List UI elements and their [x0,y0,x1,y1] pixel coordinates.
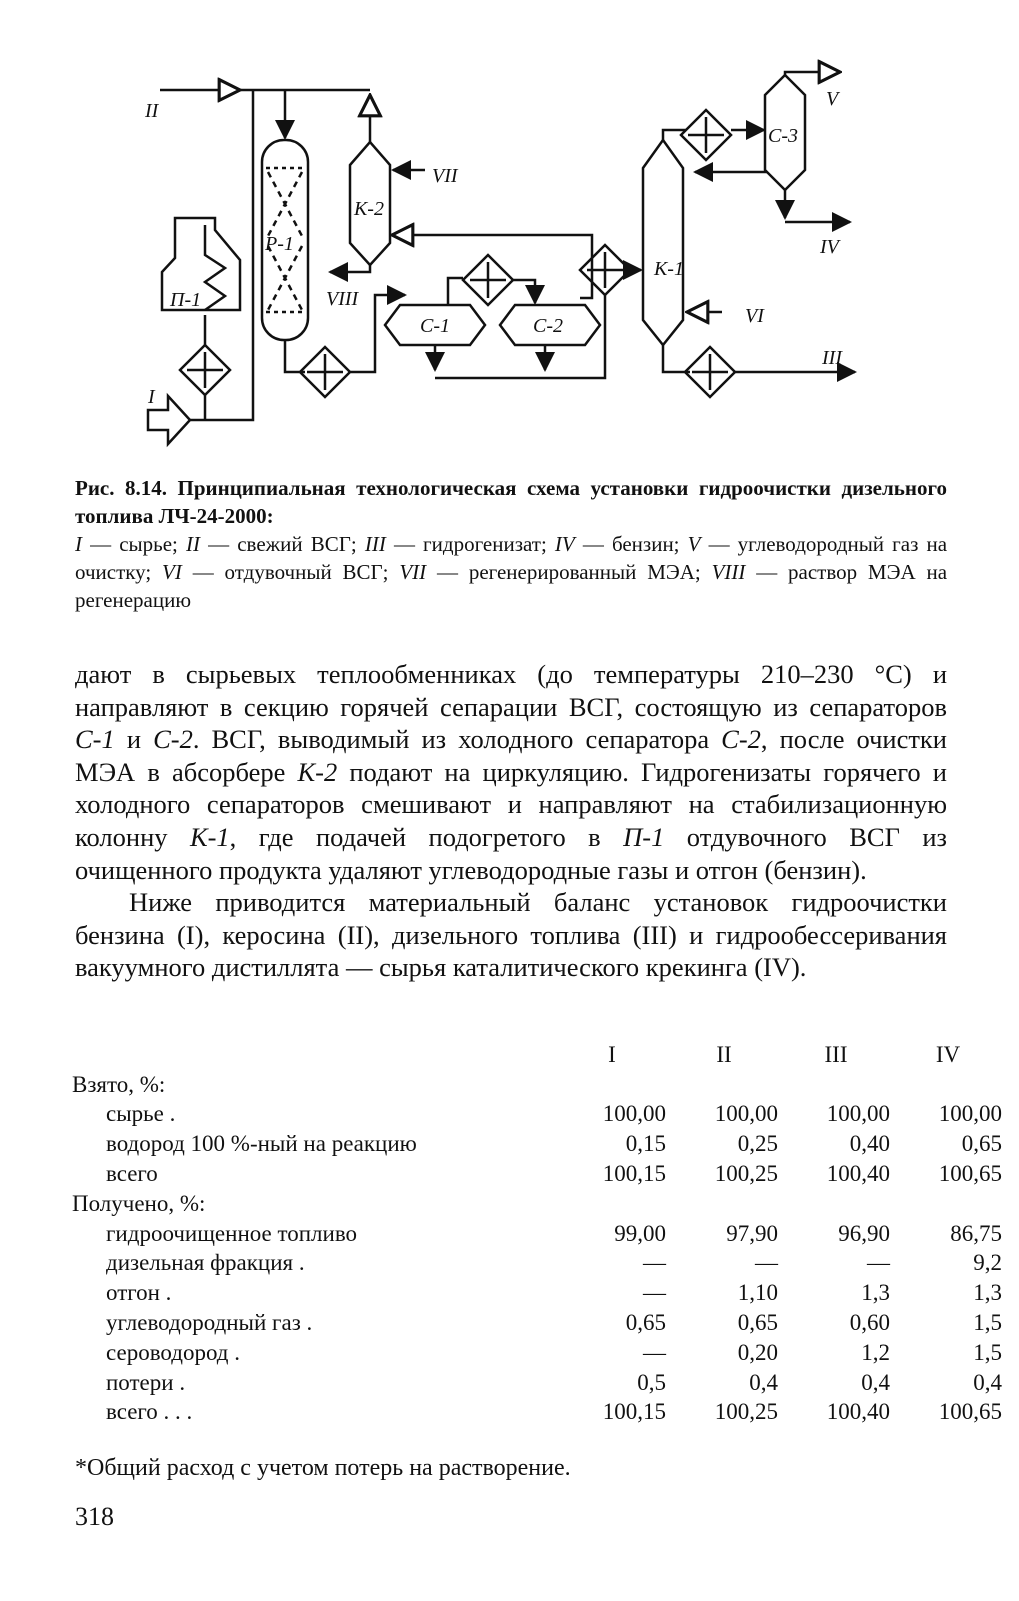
legend-item: VI — отдувочный ВСГ; [162,560,389,584]
table-header-row [72,1040,1006,1070]
label-stream-i: I [148,386,155,408]
cell-value: 100,65 [938,1399,1002,1425]
cell-value: — [867,1250,890,1276]
cell-value: 1,3 [861,1280,890,1306]
cell-value: 100,40 [826,1399,890,1425]
cell-value: — [643,1250,666,1276]
process-flow-diagram [0,0,1019,470]
stabilization-column-k1 [643,140,683,345]
legend-item: II — свежий ВСГ; [186,532,357,556]
table-row [72,1278,1006,1308]
table-row [72,1308,1006,1338]
legend-item: VIII — раствор МЭА на регенерацию [75,560,948,612]
cell-value: 100,15 [602,1399,666,1425]
label-separator-c2: С-2 [533,315,563,337]
cell-value: 0,60 [849,1310,890,1336]
label-separator-c3: С-3 [768,125,798,147]
column-header: IV [935,1041,961,1067]
row-label: отгон . [106,1280,172,1306]
table-row [72,1189,1006,1219]
page-number: 318 [75,1502,114,1531]
row-label: Получено, %: [72,1190,206,1216]
cell-value: 0,65 [625,1310,666,1336]
cell-value: 0,65 [961,1131,1002,1157]
cell-value: 0,40 [849,1131,890,1157]
cell-value: 100,15 [602,1161,666,1187]
row-label: гидроочищенное топливо [106,1220,358,1246]
cell-value: 100,25 [714,1161,778,1187]
cell-value: 100,00 [938,1101,1002,1127]
row-label: всего [106,1161,158,1187]
label-stream-vii: VII [432,165,458,187]
label-absorber-k2: К-2 [354,198,384,220]
body-text [75,658,947,984]
row-label: Взято, %: [72,1071,166,1097]
heat-exchanger-separators [463,255,513,305]
cell-value: 9,2 [973,1250,1002,1276]
cell-value: 0,25 [737,1131,778,1157]
cell-value: 1,10 [737,1280,778,1306]
label-stream-iv: IV [820,236,839,258]
label-furnace-p1: П-1 [170,289,202,311]
cell-value: 0,4 [749,1369,778,1395]
heat-exchanger-feed [180,345,230,395]
label-stream-ii: II [145,100,159,122]
column-header: II [716,1041,732,1067]
cell-value: 0,5 [637,1369,666,1395]
row-label: дизельная фракция . [106,1250,305,1276]
cell-value: 0,15 [625,1131,666,1157]
table-row [72,1159,1006,1189]
table-row [72,1368,1006,1398]
legend-item: VII — регенерированный МЭА; [399,560,701,584]
label-stream-v: V [826,88,839,110]
cell-value: 1,2 [861,1339,890,1365]
footnote: *Общий расход с учетом потерь на растворение. [75,1455,571,1481]
cell-value: 100,00 [602,1101,666,1127]
paragraph-2: Ниже приводится материальный баланс установок гидроочистки бензина (I), керосина (II), дизельного топлива (III) и гидрообессеривания вакуумного дистиллята — сырья каталитического крекинга (IV). [75,887,947,983]
row-label: водород 100 %-ный на реакцию [106,1131,417,1157]
heat-exchanger-bottoms [685,347,735,397]
row-label: сероводород . [106,1339,240,1365]
column-header: I [608,1041,616,1067]
cell-value: 1,3 [973,1280,1002,1306]
cell-value: — [643,1339,666,1365]
cell-value: 0,4 [973,1369,1002,1395]
label-stream-iii: III [822,347,842,369]
heat-exchanger-reactor [300,347,350,397]
heat-exchanger-overhead [681,110,731,160]
label-reactor-p1: Р-1 [265,233,294,255]
column-header: III [824,1041,848,1067]
cell-value: 99,00 [614,1220,666,1246]
label-stream-viii: VIII [326,288,359,310]
table-row [72,1100,1006,1130]
paragraph-1: дают в сырьевых теплообменниках (до температуры 210–230 °С) и направляют в секцию горячей сепарации ВСГ, состоящую из сепараторов С-1 и С-2. ВСГ, выводимый из холодного сепаратора С-2, после очистки МЭА в абсорбере К-2 подают на циркуляцию. Гидрогенизаты горячего и холодного сепараторов смешивают и направляют на стабилизационную колонну К-1, где подачей подогретого в П-1 отдувочного ВСГ из очищенного продукта удаляют углеводородные газы и отгон (бензин). [75,659,947,885]
table-row [72,1249,1006,1279]
cell-value: 1,5 [973,1310,1002,1336]
label-separator-c1: С-1 [420,315,450,337]
cell-value: 100,40 [826,1161,890,1187]
cell-value: 100,00 [714,1101,778,1127]
legend-item: V — углеводородный газ на очистку; [75,532,948,584]
row-label: всего . . . [106,1399,193,1425]
cell-value: 0,4 [861,1369,890,1395]
legend-item: I — сырье; [75,532,178,556]
cell-value: — [643,1280,666,1306]
row-label: потери . [106,1369,186,1395]
figure-legend [75,530,947,614]
cell-value: 1,5 [973,1339,1002,1365]
heat-exchanger-k1-feed [580,245,630,295]
cell-value: — [755,1250,778,1276]
label-column-k1: К-1 [654,258,684,280]
cell-value: 0,65 [737,1310,778,1336]
cell-value: 100,65 [938,1161,1002,1187]
table-row [72,1129,1006,1159]
legend-item: IV — бензин; [554,532,680,556]
label-stream-vi: VI [745,305,764,327]
table-row [72,1070,1006,1100]
cell-value: 96,90 [838,1220,890,1246]
table-row [72,1338,1006,1368]
cell-value: 97,90 [726,1220,778,1246]
row-label: углеводородный газ . [106,1310,313,1336]
cell-value: 100,00 [826,1101,890,1127]
figure-title: Рис. 8.14. Принципиальная технологическая схема установки гидроочистки дизельного топлива ЛЧ-24-2000: [75,476,947,528]
legend-item: III — гидрогенизат; [364,532,547,556]
table-row [72,1219,1006,1249]
cell-value: 100,25 [714,1399,778,1425]
table-row [72,1398,1006,1428]
material-balance-table [72,1040,1006,1427]
cell-value: 0,20 [737,1339,778,1365]
cell-value: 86,75 [950,1220,1002,1246]
figure-caption [75,474,947,614]
row-label: сырье . [106,1101,176,1127]
